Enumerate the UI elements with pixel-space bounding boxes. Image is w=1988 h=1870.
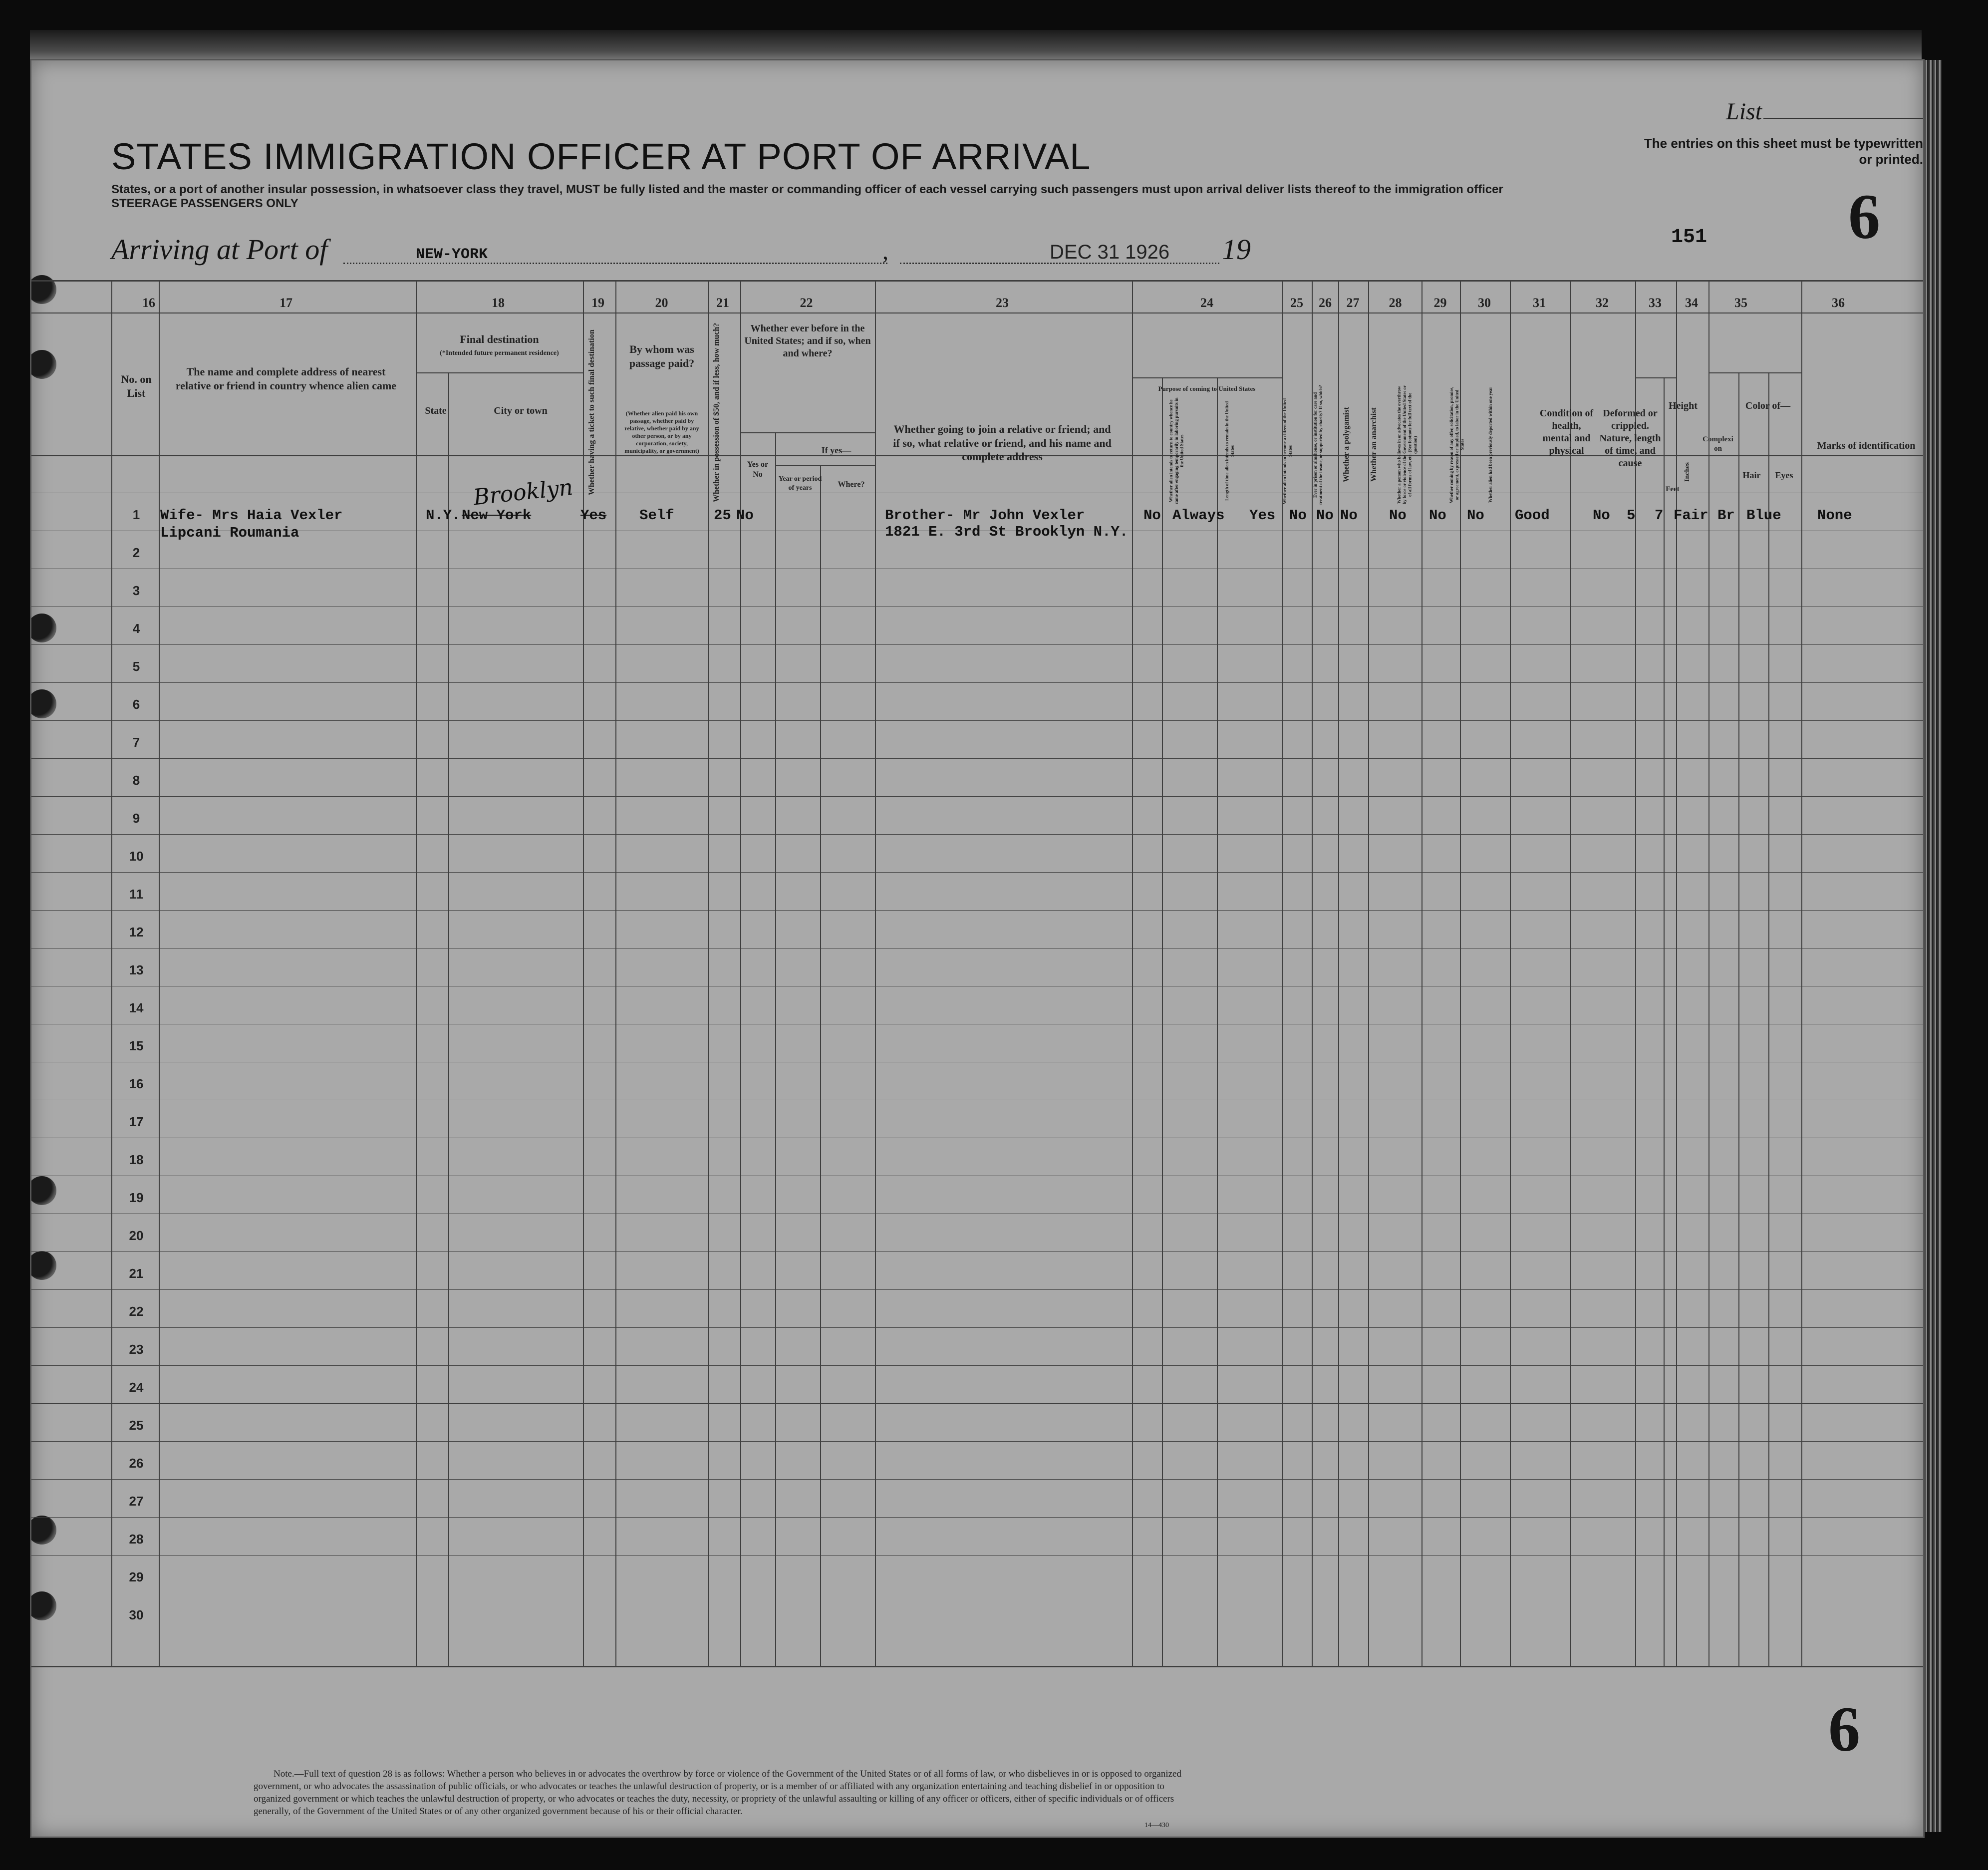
- grid-rule: [31, 1251, 1923, 1252]
- grid-rule: [448, 372, 449, 1666]
- grid-rule: [31, 872, 1923, 873]
- grid-rule: [31, 1403, 1923, 1404]
- grid-rule: [31, 682, 1923, 683]
- row-number: 4: [132, 621, 140, 636]
- grid-rule: [775, 432, 776, 1666]
- col-header-deformed: Deformed or crippled. Nature, length of time, and cause: [1599, 408, 1661, 469]
- row-number: 16: [129, 1076, 144, 1091]
- row-number: 30: [129, 1607, 144, 1622]
- punch-hole: [30, 689, 56, 718]
- entry-joining-line2: 1821 E. 3rd St Brooklyn N.Y.: [885, 524, 1129, 540]
- list-label: List: [1726, 98, 1762, 125]
- col-header-q28: Whether a person who believes in or advocates the overthrow by force or violence of the Government of the United States or of all forms of law, etc. (See footnote for full text of the question): [1397, 385, 1418, 504]
- col-header-complexion: Complexion: [1703, 435, 1733, 453]
- entry-deformed: No: [1593, 507, 1610, 524]
- col-header-citizen: Whether alien intends to become a citizen of the United States: [1282, 398, 1293, 504]
- subtitle-line-1: States, or a port of another insular possession, in whatsoever class they travel, MUST be fully listed and the master or commanding officer of each vessel carrying such passengers must upon arrival deliver lists thereof to the immigration officer: [111, 183, 1503, 196]
- entry-prison: No: [1289, 507, 1307, 524]
- row-number: 17: [129, 1114, 144, 1129]
- row-number: 12: [129, 925, 144, 939]
- col-num-22: 22: [800, 296, 813, 310]
- col-header-passage-note: (Whether alien paid his own passage, whether paid by relative, whether paid by any other person, or by any corporation, society, municipality, or government): [624, 410, 699, 454]
- grid-rule: [31, 1289, 1923, 1290]
- form-number: 14—430: [1144, 1822, 1169, 1829]
- punch-hole: [30, 1591, 56, 1620]
- question-28-footnote: Note.—Full text of question 28 is as follows: Whether a person who believes in or advocates the overthrow by force or violence of the Government of the United States or of all forms of law, or who disbelieves in or is opposed to organized government, or who advocates the assassination of public officials, or who advocates or teaches the unlawful destruction of property, or is a member of or affiliated with any organization entertaining and teaching disbelief in or opposition to organized government or which teaches the unlawful destruction of property, or who advocates or teaches the duty, necessity, or propriety of the unlawful assaulting or killing of any officer or officers, either of specific individuals or of officers generally, of the Government of the United States or of any other organized government because of his or their official character.: [254, 1769, 1181, 1817]
- col-header-eyes: Eyes: [1775, 470, 1793, 480]
- entry-anarchist: No: [1340, 507, 1358, 524]
- grid-rule: [31, 644, 1923, 645]
- arriving-label: Arriving at Port of: [111, 233, 328, 266]
- entry-paid-by: Self: [639, 507, 674, 524]
- entry-return-intent: No: [1143, 507, 1161, 524]
- entry-length-stay: Always: [1172, 507, 1225, 524]
- col-header-final-destination-note: (*Intended future permanent residence): [440, 349, 559, 357]
- entry-before-us: No: [736, 507, 754, 524]
- stamp-number: 151: [1671, 226, 1707, 249]
- row-number: 11: [129, 887, 143, 902]
- binder-edge: [1924, 60, 1942, 1832]
- entry-q29: No: [1429, 507, 1446, 524]
- grid-rule: [31, 758, 1923, 759]
- row-number: 5: [132, 659, 140, 674]
- punch-hole: [30, 614, 56, 642]
- year-prefix: 19: [1222, 233, 1251, 266]
- punch-hole: [30, 275, 56, 304]
- row-number: 25: [129, 1418, 144, 1433]
- entry-marks: None: [1817, 507, 1852, 524]
- grid-rule: [31, 834, 1923, 835]
- col-num-27: 27: [1346, 296, 1360, 310]
- row-number: 18: [129, 1152, 144, 1167]
- grid-rule: [31, 910, 1923, 911]
- col-header-length-stay: Length of time alien intends to remain in the United States: [1224, 401, 1235, 501]
- col-header-money: Whether in possession of $50, and if less, how much?: [712, 322, 721, 502]
- grid-rule: [740, 432, 875, 433]
- grid-rule: [31, 1517, 1923, 1518]
- grid-rule: [31, 1441, 1923, 1442]
- typewritten-instruction: The entries on this sheet must be typewritten or printed.: [1644, 136, 1923, 167]
- grid-rule: [31, 796, 1923, 797]
- entry-relative-line1: Wife- Mrs Haia Vexler: [160, 507, 343, 524]
- grid-rule: [1801, 280, 1802, 1666]
- col-header-purpose: Purpose of coming to United States: [1158, 385, 1256, 392]
- row-number: 24: [129, 1380, 144, 1395]
- grid-rule: [31, 1365, 1923, 1366]
- row-number: 29: [129, 1569, 144, 1584]
- col-header-anarchist: Whether an anarchist: [1370, 407, 1378, 482]
- col-num-28: 28: [1389, 296, 1402, 310]
- grid-rule: [1132, 280, 1133, 1666]
- entry-state: N.Y.: [426, 507, 461, 524]
- comma: ,: [882, 238, 888, 265]
- grid-rule: [31, 720, 1923, 721]
- col-num-30: 30: [1478, 296, 1491, 310]
- grid-rule: [615, 280, 616, 1666]
- entry-feet: 5: [1627, 507, 1636, 524]
- grid-rule: [583, 280, 584, 1666]
- grid-rule: [875, 280, 876, 1666]
- col-header-relative: The name and complete address of nearest relative or friend in country whence alien came: [175, 365, 397, 392]
- row-number: 3: [132, 583, 140, 598]
- col-header-yes-no: Yes or No: [747, 460, 769, 479]
- col-num-32: 32: [1596, 296, 1609, 310]
- col-header-inches: Inches: [1684, 462, 1691, 482]
- col-header-where: Where?: [838, 480, 865, 489]
- grid-rule: [1217, 377, 1218, 1666]
- entry-city-handwritten: Brooklyn: [472, 474, 574, 511]
- row-number: 20: [129, 1228, 144, 1243]
- grid-rule: [31, 312, 1923, 313]
- grid-rule: [1635, 377, 1676, 378]
- col-header-before-us: Whether ever before in the United States; and if so, when and where?: [744, 323, 871, 359]
- col-header-polygamist: Whether a polygamist: [1342, 407, 1351, 483]
- col-num-16: 16: [142, 296, 155, 310]
- entry-relative-line2: Lipcani Roumania: [160, 525, 299, 541]
- col-num-31: 31: [1533, 296, 1546, 310]
- sheet-number: 6: [1848, 181, 1880, 252]
- row-number: 27: [129, 1494, 144, 1509]
- row-number: 19: [129, 1190, 144, 1205]
- col-header-city: City or town: [494, 405, 548, 416]
- row-number: 14: [129, 1000, 144, 1015]
- col-num-18: 18: [492, 296, 505, 310]
- col-header-state: State: [425, 405, 447, 416]
- entry-citizen: Yes: [1249, 507, 1276, 524]
- col-header-hair: Hair: [1742, 470, 1761, 480]
- entry-joining-line1: Brother- Mr John Vexler: [885, 507, 1085, 524]
- col-num-25: 25: [1290, 296, 1303, 310]
- punch-hole: [30, 1176, 56, 1205]
- col-header-if-yes: If yes—: [821, 445, 852, 455]
- col-num-21: 21: [716, 296, 729, 310]
- row-number: 21: [129, 1266, 144, 1281]
- entry-inches: 7: [1655, 507, 1664, 524]
- row-number: 1: [132, 507, 140, 522]
- col-num-23: 23: [996, 296, 1009, 310]
- row-number: 15: [129, 1038, 144, 1053]
- entry-health: Good: [1515, 507, 1550, 524]
- entry-city-typed: New York: [462, 507, 532, 524]
- col-header-health: Condition of health, mental and physical: [1539, 408, 1594, 456]
- col-num-26: 26: [1319, 296, 1332, 310]
- col-header-marks: Marks of identification: [1817, 440, 1916, 451]
- manifest-sheet: [30, 59, 1925, 1838]
- row-number: 9: [132, 811, 140, 826]
- col-num-35: 35: [1734, 296, 1747, 310]
- port-value: NEW-YORK: [416, 246, 488, 263]
- col-header-prison: Ever in prison or almshouse, or institution for care and treatment of the insane, or supported by charity? If so, which?: [1313, 385, 1323, 505]
- col-header-passage: By whom was passage paid?: [629, 343, 695, 369]
- row-number: 10: [129, 849, 144, 864]
- bottom-sheet-number: 6: [1828, 1694, 1860, 1765]
- grid-rule: [740, 280, 741, 1666]
- entry-deported: No: [1467, 507, 1484, 524]
- row-number: 28: [129, 1532, 144, 1547]
- grid-rule: [1162, 377, 1163, 1666]
- grid-rule: [31, 1479, 1923, 1480]
- row-number: 8: [132, 773, 140, 788]
- col-header-return-intent: Whether alien intends to return to country whence he came after engaging temporarily in laboring pursuits in the United States: [1168, 397, 1184, 505]
- col-num-19: 19: [591, 296, 604, 310]
- punch-hole: [30, 1251, 56, 1280]
- row-number: 23: [129, 1342, 144, 1357]
- row-number: 13: [129, 962, 144, 977]
- row-number: 6: [132, 697, 140, 712]
- col-num-33: 33: [1649, 296, 1662, 310]
- grid-rule: [1708, 280, 1709, 1666]
- entry-ticket: Yes: [580, 507, 607, 524]
- grid-rule: [1570, 280, 1571, 1666]
- entry-money: 25: [714, 507, 731, 524]
- col-header-color: Color of—: [1745, 400, 1791, 411]
- col-header-height: Height: [1669, 400, 1698, 411]
- punch-hole: [30, 350, 56, 379]
- subtitle-line-2: STEERAGE PASSENGERS ONLY: [111, 197, 298, 210]
- grid-rule: [1738, 372, 1801, 373]
- col-num-34: 34: [1685, 296, 1698, 310]
- entry-q28: No: [1389, 507, 1407, 524]
- grid-rule: [31, 1327, 1923, 1328]
- grid-rule: [31, 1555, 1923, 1556]
- grid-rule: [820, 465, 821, 1666]
- punch-hole: [30, 1516, 56, 1545]
- col-header-joining: Whether going to join a relative or friend; and if so, what relative or friend, and his name and complete address: [893, 423, 1112, 463]
- grid-rule: [31, 280, 1923, 282]
- col-num-29: 29: [1433, 296, 1447, 310]
- grid-rule: [416, 372, 583, 373]
- col-num-24: 24: [1200, 296, 1213, 310]
- row-number: 22: [129, 1304, 144, 1319]
- row-number: 26: [129, 1456, 144, 1471]
- grid-rule: [1635, 280, 1636, 1666]
- page-title: STATES IMMIGRATION OFFICER AT PORT OF ARRIVAL: [111, 136, 1091, 177]
- grid-rule: [1132, 377, 1282, 378]
- row-number: 7: [132, 735, 140, 750]
- list-underline: [1763, 118, 1923, 119]
- grid-rule: [775, 465, 875, 466]
- entry-hair: Br: [1717, 507, 1735, 524]
- grid-rule: [416, 280, 417, 1666]
- grid-rule: [31, 1666, 1923, 1667]
- col-header-final-destination: Final destination: [460, 333, 539, 345]
- col-header-feet: Feet: [1666, 485, 1680, 493]
- grid-rule: [1768, 372, 1769, 1666]
- entry-complexion: Fair: [1674, 507, 1708, 524]
- grid-rule: [708, 280, 709, 1666]
- entry-eyes: Blue: [1746, 507, 1781, 524]
- date-stamp: DEC 31 1926: [1050, 241, 1170, 263]
- col-header-no-on-list: No. on List: [121, 373, 152, 399]
- col-header-q29: Whether coming by reason of any offer, solicitation, promise, or agreement, expressed or implied, to labor in the United States: [1449, 386, 1465, 503]
- col-header-year: Year or period of years: [778, 475, 822, 492]
- row-number: 2: [132, 545, 140, 560]
- col-num-20: 20: [655, 296, 668, 310]
- col-num-17: 17: [280, 296, 292, 310]
- col-num-36: 36: [1832, 296, 1845, 310]
- col-header-ticket: Whether having a ticket to such final destination: [587, 329, 596, 495]
- col-header-deported: Whether alien had been previously deported within one year: [1488, 386, 1493, 503]
- grid-rule: [1738, 372, 1739, 1666]
- entry-polygamist: No: [1316, 507, 1334, 524]
- grid-rule: [1664, 377, 1665, 1666]
